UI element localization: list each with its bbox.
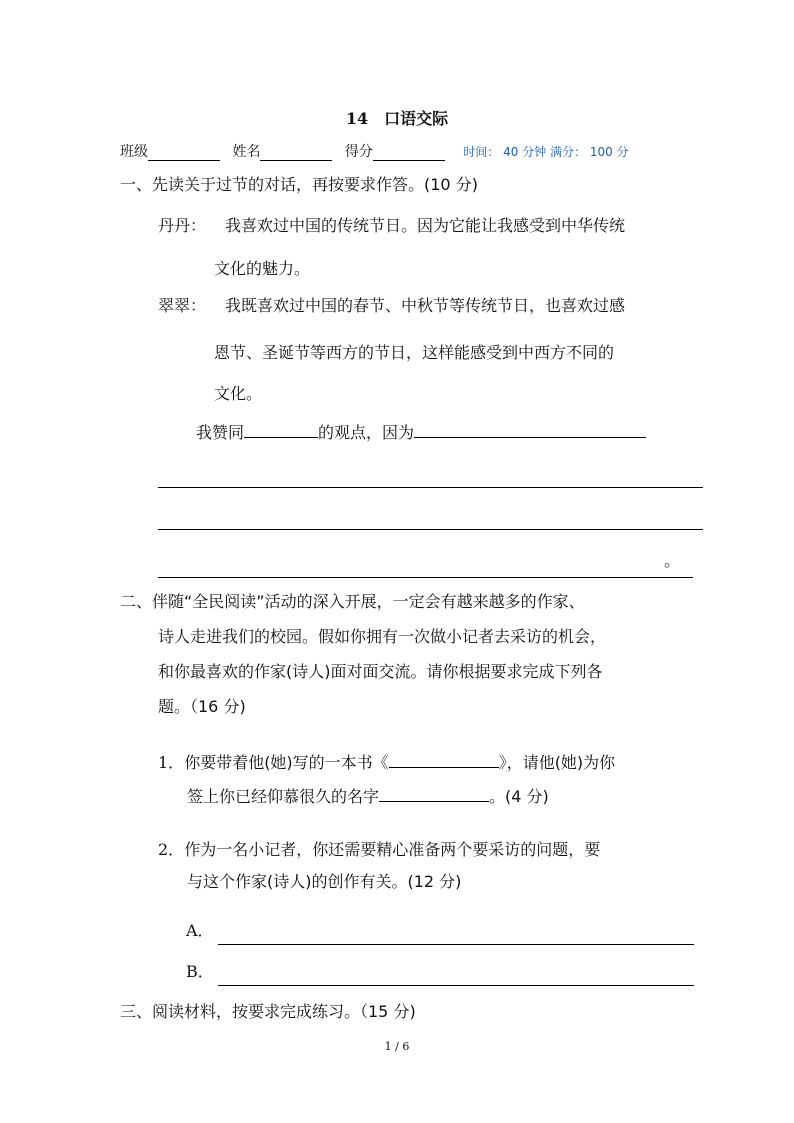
question1-line2: [187, 784, 549, 807]
end-period: 。: [664, 551, 681, 570]
question1-text-d: 。(4 分): [489, 787, 549, 806]
section3-heading: 三、阅读材料，按要求完成练习。（15 分): [120, 1002, 416, 1021]
dialogue2-line1: 我既喜欢过中国的春节、中秋节等传统节日，也喜欢过感: [225, 296, 626, 315]
question1-text-b: 》，请他(她)为你: [498, 753, 616, 772]
question2-text-1: 作为一名小记者，你还需要精心准备两个要采访的问题，要: [184, 840, 601, 859]
question1-number: 1．: [158, 753, 185, 772]
option-a-answer-line[interactable]: [218, 944, 694, 945]
question2-number: 2．: [158, 840, 185, 859]
name-blank[interactable]: [260, 144, 332, 161]
name-sign-blank[interactable]: [379, 787, 489, 802]
section2-heading-line2: 诗人走进我们的校园。假如你拥有一次做小记者去采访的机会，: [158, 627, 607, 646]
section2-heading-line1: 二、伴随“全民阅读”活动的深入开展，一定会有越来越多的作家、: [120, 592, 585, 611]
option-b-answer-line[interactable]: [218, 985, 694, 986]
dialogue2-line3: 文化。: [214, 384, 263, 403]
question1-text-c: 签上你已经仰慕很久的名字: [187, 787, 380, 806]
dialogue2-line2: 恩节、圣诞节等西方的节日，这样能感受到中西方不同的: [214, 343, 615, 362]
question1-text-a: 你要带着他(她)写的一本书《: [184, 753, 389, 772]
dialogue1-line2: 文化的魅力。: [214, 259, 311, 278]
meta-row: [120, 141, 629, 161]
option-b-label: B．: [186, 962, 214, 981]
reason-blank[interactable]: [414, 423, 646, 438]
section1-heading: 一、先读关于过节的对话，再按要求作答。(10 分): [120, 175, 478, 194]
dialogue2-speaker: 翠翠：: [158, 296, 207, 315]
class-blank[interactable]: [148, 144, 220, 161]
score-label: 得分: [344, 144, 373, 160]
answer-line-2[interactable]: [158, 529, 703, 530]
question2-line2: 与这个作家(诗人)的创作有关。(12 分): [187, 872, 462, 891]
agree-prompt-a: 我赞同: [196, 423, 245, 442]
question2-line1: [158, 837, 600, 860]
dialogue1-speaker: 丹丹：: [158, 216, 207, 235]
question1-line1: [158, 750, 615, 773]
page-number: 1 / 6: [384, 1040, 410, 1053]
dialogue1-line1: 我喜欢过中国的传统节日。因为它能让我感受到中华传统: [225, 216, 626, 235]
option-a-label: A．: [186, 921, 214, 940]
section2-heading-line3: 和你最喜欢的作家(诗人)面对面交流。请你根据要求完成下列各: [158, 662, 603, 681]
agree-prompt: [196, 420, 646, 443]
agree-name-blank[interactable]: [244, 423, 318, 438]
page-title: 14 口语交际: [345, 109, 449, 128]
class-label: 班级: [120, 144, 148, 160]
answer-line-3[interactable]: [158, 577, 693, 578]
book-title-blank[interactable]: [389, 753, 499, 768]
agree-prompt-b: 的观点，因为: [318, 423, 415, 442]
score-blank[interactable]: [373, 144, 445, 161]
name-label: 姓名: [232, 144, 261, 160]
answer-line-1[interactable]: [158, 487, 703, 488]
time-info: 时间： 40 分钟 满分： 100 分: [463, 145, 629, 159]
section2-heading-line4: 题。（16 分): [158, 697, 246, 716]
